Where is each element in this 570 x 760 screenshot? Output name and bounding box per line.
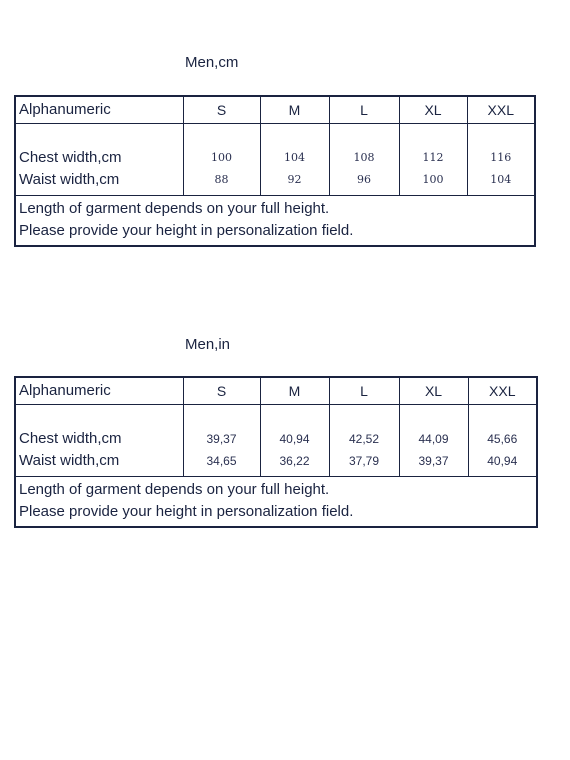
waist-value-xl: 100 bbox=[422, 172, 444, 186]
row-labels bbox=[16, 123, 183, 195]
waist-value-m: 92 bbox=[287, 172, 302, 186]
chest-value-xxl: 45,66 bbox=[487, 431, 518, 446]
chest-value-xxl: 116 bbox=[490, 150, 512, 164]
chest-value-m: 104 bbox=[284, 150, 305, 164]
row-label-waist: Waist width,cm bbox=[19, 170, 120, 188]
note-line-2: Please provide your height in personalization field. bbox=[19, 222, 354, 240]
table-header-row bbox=[16, 97, 534, 123]
header-size-xxl: XXL bbox=[467, 97, 534, 123]
values-l bbox=[329, 123, 399, 195]
size-table-in bbox=[14, 376, 538, 528]
chest-value-l: 42,52 bbox=[348, 431, 380, 446]
table-note bbox=[16, 195, 534, 245]
header-size-m: M bbox=[260, 378, 329, 404]
waist-value-s: 88 bbox=[214, 172, 229, 186]
header-size-s: S bbox=[183, 378, 260, 404]
chest-value-s: 100 bbox=[211, 150, 232, 164]
note-line-2: Please provide your height in personalization field. bbox=[19, 503, 354, 521]
header-size-m: M bbox=[260, 97, 329, 123]
chest-value-xl: 112 bbox=[422, 150, 444, 164]
table-note-row bbox=[16, 476, 536, 526]
values-xl bbox=[399, 123, 467, 195]
header-size-s: S bbox=[183, 97, 260, 123]
note-line-1: Length of garment depends on your full height. bbox=[19, 200, 330, 218]
waist-value-xl: 39,37 bbox=[418, 453, 449, 468]
header-size-xxl: XXL bbox=[468, 378, 536, 404]
header-size-l: L bbox=[329, 378, 399, 404]
waist-value-xxl: 104 bbox=[490, 172, 512, 186]
values-xxl bbox=[468, 404, 536, 476]
values-xxl bbox=[467, 123, 534, 195]
waist-value-s: 34,65 bbox=[206, 453, 237, 468]
table-title-cm: Men,cm bbox=[185, 54, 239, 71]
chest-value-l: 108 bbox=[353, 150, 375, 164]
header-size-l: L bbox=[329, 97, 399, 123]
table-title-in: Men,in bbox=[185, 336, 231, 353]
header-label: Alphanumeric bbox=[16, 97, 183, 123]
chest-value-xl: 44,09 bbox=[418, 431, 449, 446]
values-m bbox=[260, 404, 329, 476]
waist-value-xxl: 40,94 bbox=[487, 453, 518, 468]
waist-value-m: 36,22 bbox=[279, 453, 310, 468]
row-label-chest: Chest width,cm bbox=[19, 148, 122, 166]
table-data-row bbox=[16, 123, 534, 195]
table-note bbox=[16, 476, 536, 526]
values-m bbox=[260, 123, 329, 195]
values-xl bbox=[399, 404, 468, 476]
table-header-row bbox=[16, 378, 536, 404]
header-label: Alphanumeric bbox=[16, 378, 183, 404]
row-label-chest: Chest width,cm bbox=[19, 429, 122, 447]
values-s bbox=[183, 404, 260, 476]
waist-value-l: 96 bbox=[357, 172, 371, 186]
header-size-xl: XL bbox=[399, 97, 467, 123]
table-note-row bbox=[16, 195, 534, 245]
row-labels bbox=[16, 404, 183, 476]
values-s bbox=[183, 123, 260, 195]
chest-value-s: 39,37 bbox=[206, 431, 237, 446]
waist-value-l: 37,79 bbox=[348, 453, 380, 468]
size-table-cm bbox=[14, 95, 536, 247]
row-label-waist: Waist width,cm bbox=[19, 451, 120, 469]
values-l bbox=[329, 404, 399, 476]
header-size-xl: XL bbox=[399, 378, 468, 404]
note-line-1: Length of garment depends on your full height. bbox=[19, 481, 330, 499]
table-data-row bbox=[16, 404, 536, 476]
chest-value-m: 40,94 bbox=[279, 431, 310, 446]
